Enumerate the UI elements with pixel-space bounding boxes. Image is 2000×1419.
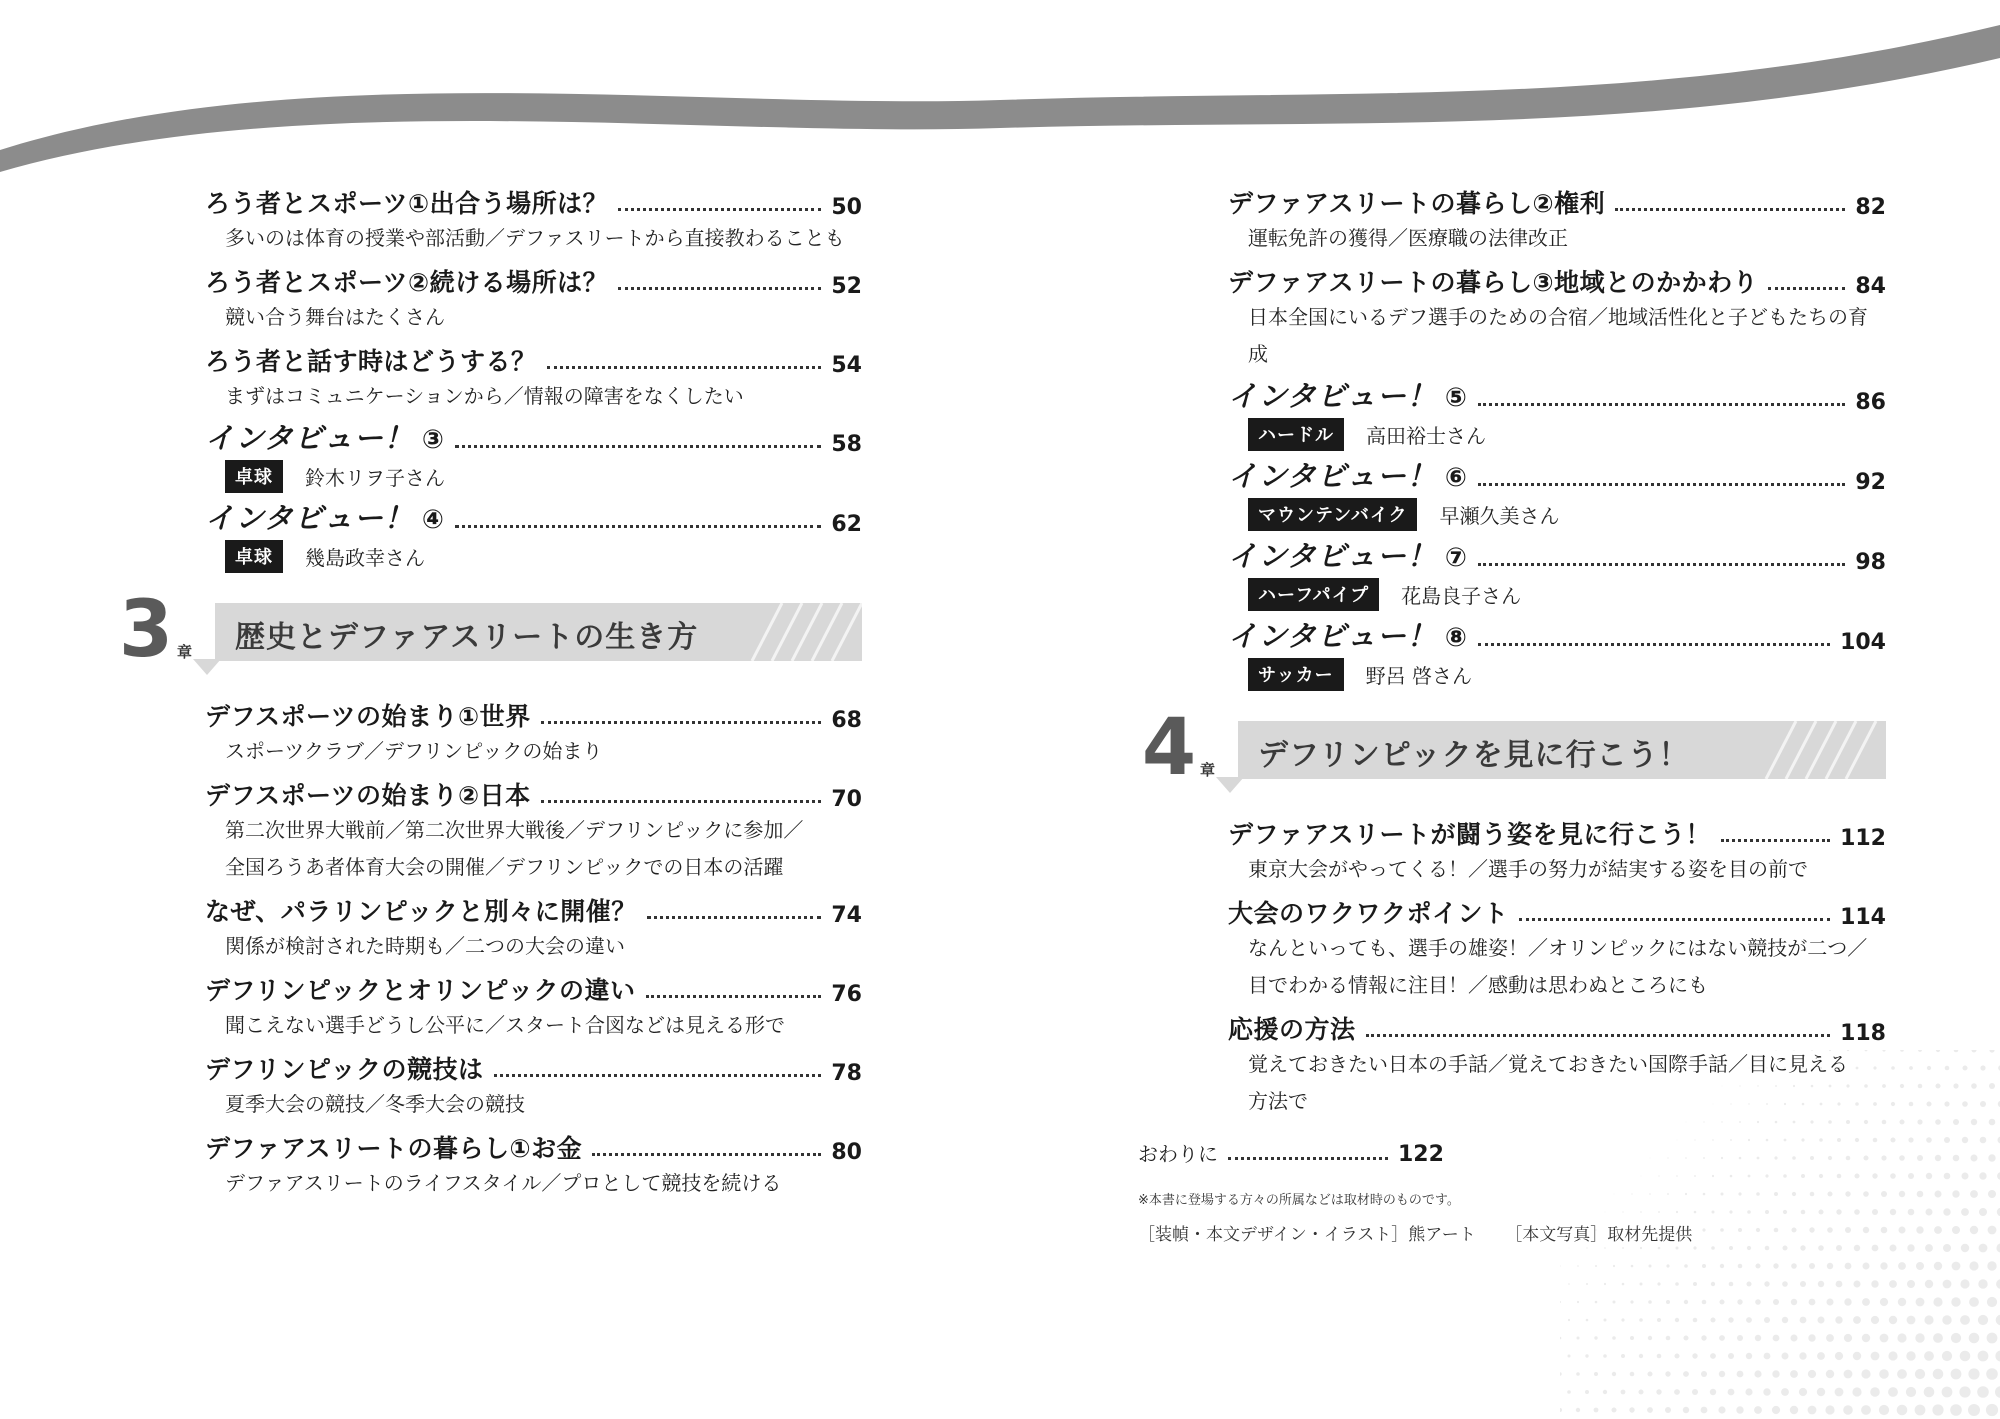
entry-title: デファアスリートの暮らし①お金: [205, 1134, 583, 1163]
athlete-row: [1248, 415, 1886, 453]
dot-leader: [647, 916, 822, 919]
sport-tag: サッカー: [1248, 658, 1344, 691]
athlete-row: [225, 457, 862, 495]
toc-entry[interactable]: [1228, 257, 1886, 373]
page-number: 122: [1398, 1142, 1444, 1167]
entry-subtitle: 東京大会がやってくる！／選手の努力が結実する姿を目の前で: [1248, 857, 1808, 881]
interview-number: ⑤: [1444, 383, 1468, 413]
sport-tag: ハードル: [1248, 418, 1344, 451]
chapter-number: 4: [1141, 703, 1197, 793]
dot-leader: [455, 525, 822, 528]
page-number: 80: [831, 1140, 862, 1165]
entry-subtitle: 聞こえない選手どうし公平に／スタート合図などは見える形で: [225, 1013, 785, 1037]
entry-title: デフスポーツの始まり②日本: [205, 781, 531, 810]
toc-entry[interactable]: [1228, 1004, 1886, 1120]
dot-leader: [1478, 563, 1846, 566]
athlete-name: 花島良子さん: [1401, 583, 1522, 608]
sport-tag: 卓球: [225, 460, 283, 493]
dot-leader: [455, 445, 822, 448]
dot-leader: [1366, 1034, 1831, 1037]
athlete-name: 高田裕士さん: [1366, 423, 1486, 448]
interview-number: ③: [421, 425, 445, 455]
toc-entry[interactable]: [205, 178, 862, 257]
page-number: 118: [1840, 1021, 1886, 1046]
athlete-row: [1248, 575, 1886, 613]
athlete-row: [1248, 655, 1886, 693]
page-number: 112: [1840, 826, 1886, 851]
entry-subtitle: 関係が検討された時期も／二つの大会の違い: [225, 934, 625, 958]
athlete-row: [225, 537, 862, 575]
entry-subtitle: なんといっても、選手の雄姿！／オリンピックにはない競技が二つ／: [1248, 936, 1868, 960]
sport-tag: ハーフパイプ: [1248, 578, 1379, 611]
page-number: 58: [831, 432, 862, 457]
entry-subtitle: 目でわかる情報に注目！／感動は思わぬところにも: [1248, 973, 1708, 997]
athlete-name: 野呂 啓さん: [1365, 663, 1472, 688]
entry-title: デファアスリートが闘う姿を見に行こう！: [1228, 820, 1712, 849]
toc-entry[interactable]: [205, 886, 862, 965]
dot-leader: [494, 1074, 822, 1077]
interview-entry[interactable]: [205, 495, 862, 575]
dot-leader: [646, 995, 822, 998]
page-number: 98: [1855, 550, 1886, 575]
sport-tag: マウンテンバイク: [1248, 498, 1417, 531]
footnote: ※本書に登場する方々の所属などは取材時のものです。: [1138, 1193, 1460, 1208]
entry-subtitle: 多いのは体育の授業や部活動／デファスリートから直接教わることも: [225, 226, 845, 250]
dot-leader: [618, 287, 821, 290]
entry-subtitle: デファアスリートのライフスタイル／プロとして競技を続ける: [225, 1171, 782, 1195]
dot-leader: [1478, 643, 1830, 646]
toc-entry[interactable]: [205, 1044, 862, 1123]
page-number: 84: [1855, 274, 1886, 299]
entry-title: なぜ、パラリンピックと別々に開催？: [205, 897, 637, 926]
page-number: 52: [831, 274, 862, 299]
dot-leader: [1478, 483, 1846, 486]
toc-entry[interactable]: [205, 770, 862, 886]
interview-number: ④: [421, 505, 445, 535]
sport-tag: 卓球: [225, 540, 283, 573]
toc-entry[interactable]: [205, 336, 862, 415]
interview-title: インタビュー！ ⑦: [1228, 539, 1468, 573]
interview-number: ⑧: [1444, 623, 1468, 653]
entry-subtitle: 全国ろうあ者体育大会の開催／デフリンピックでの日本の活躍: [225, 855, 784, 879]
interview-number: ⑦: [1444, 543, 1468, 573]
dot-leader: [541, 721, 822, 724]
decorative-stripes: [742, 603, 862, 661]
toc-left-column: [118, 178, 862, 1202]
page-number: 92: [1855, 470, 1886, 495]
entry-title: 応援の方法: [1228, 1015, 1356, 1044]
dot-leader: [1478, 403, 1846, 406]
athlete-row: [1248, 495, 1886, 533]
page-number: 62: [831, 512, 862, 537]
entry-subtitle: 運転免許の獲得／医療職の法律改正: [1248, 226, 1568, 250]
page-number: 82: [1855, 195, 1886, 220]
entry-title: ろう者と話す時はどうする？: [205, 347, 537, 376]
page-number: 54: [831, 353, 862, 378]
chapter-4-heading: [1138, 703, 1886, 793]
entry-title: デフリンピックの競技は: [205, 1055, 484, 1084]
athlete-name: 早瀬久美さん: [1439, 503, 1560, 528]
interview-entry[interactable]: [1228, 533, 1886, 613]
toc-entry[interactable]: [205, 1123, 862, 1202]
interview-entry[interactable]: [1228, 373, 1886, 453]
entry-subtitle: 覚えておきたい日本の手話／覚えておきたい国際手話／目に見える: [1248, 1052, 1848, 1076]
chapter-pointer: [193, 659, 221, 675]
dot-leader: [618, 208, 821, 211]
dot-leader: [1768, 287, 1845, 290]
toc-entry[interactable]: [205, 965, 862, 1044]
page-number: 76: [831, 982, 862, 1007]
toc-right-column: [1138, 178, 1886, 1245]
afterword-label: おわりに: [1138, 1142, 1218, 1166]
chapter-number: 3: [118, 585, 174, 675]
interview-entry[interactable]: [205, 415, 862, 495]
entry-title: デフリンピックとオリンピックの違い: [205, 976, 636, 1005]
entry-subtitle: まずはコミュニケーションから／情報の障害をなくしたい: [225, 384, 744, 408]
entry-subtitle: 日本全国にいるデフ選手のための合宿／地域活性化と子どもたちの育成: [1248, 305, 1868, 366]
entry-title: 大会のワクワクポイント: [1228, 899, 1509, 928]
page-number: 78: [831, 1061, 862, 1086]
entry-subtitle: スポーツクラブ／デフリンピックの始まり: [225, 739, 603, 763]
dot-leader: [592, 1153, 821, 1156]
page-number: 104: [1840, 630, 1886, 655]
interview-entry[interactable]: [1228, 453, 1886, 533]
dot-leader: [1228, 1157, 1388, 1160]
entry-title: デファアスリートの暮らし③地域とのかかわり: [1228, 268, 1759, 297]
chapter-3-heading: [115, 585, 862, 675]
page-number: 114: [1840, 905, 1886, 930]
chapter-label: 章: [1200, 761, 1216, 779]
toc-entry[interactable]: [1228, 809, 1886, 888]
toc-entry[interactable]: [1228, 888, 1886, 1004]
athlete-name: 鈴木リヲ子さん: [305, 465, 445, 490]
interview-number: ⑥: [1444, 463, 1468, 493]
entry-title: ろう者とスポーツ②続ける場所は？: [205, 268, 609, 297]
page-number: 50: [831, 195, 862, 220]
interview-title: インタビュー！ ④: [205, 501, 445, 535]
interview-title: インタビュー！ ③: [205, 421, 445, 455]
chapter-pointer: [1216, 777, 1244, 793]
athlete-name: 幾島政幸さん: [305, 545, 425, 570]
credit-photo: ［本文写真］取材先提供: [1505, 1225, 1693, 1245]
credit-design: ［装幀・本文デザイン・イラスト］熊アート: [1138, 1225, 1476, 1245]
dot-leader: [1519, 918, 1831, 921]
page-number: 70: [831, 787, 862, 812]
chapter-label: 章: [177, 643, 193, 661]
entry-subtitle: 夏季大会の競技／冬季大会の競技: [225, 1092, 525, 1116]
credits: [1138, 1220, 1886, 1245]
interview-title: インタビュー！ ⑧: [1228, 619, 1468, 653]
dot-leader: [1615, 208, 1845, 211]
chapter-title: 歴史とデファアスリートの生き方: [235, 620, 699, 655]
header-wave: [0, 0, 2000, 180]
page-number: 86: [1855, 390, 1886, 415]
toc-entry[interactable]: [205, 257, 862, 336]
interview-entry[interactable]: [1228, 613, 1886, 693]
dot-leader: [541, 800, 822, 803]
chapter-title: デフリンピックを見に行こう！: [1258, 738, 1690, 773]
dot-leader: [1721, 839, 1830, 842]
page-number: 68: [831, 708, 862, 733]
page-number: 74: [831, 903, 862, 928]
decorative-stripes: [1746, 721, 1886, 779]
entry-title: デフスポーツの始まり①世界: [205, 702, 531, 731]
dot-leader: [547, 366, 822, 369]
entry-subtitle: 第二次世界大戦前／第二次世界大戦後／デフリンピックに参加／: [225, 818, 804, 842]
entry-subtitle: 競い合う舞台はたくさん: [225, 305, 445, 329]
toc-entry[interactable]: [1228, 178, 1886, 257]
entry-title: ろう者とスポーツ①出合う場所は？: [205, 189, 609, 218]
interview-title: インタビュー！ ⑥: [1228, 459, 1468, 493]
entry-subtitle: 方法で: [1248, 1089, 1308, 1113]
toc-entry[interactable]: [205, 691, 862, 770]
afterword-entry[interactable]: [1138, 1138, 1638, 1167]
interview-title: インタビュー！ ⑤: [1228, 379, 1468, 413]
entry-title: デファアスリートの暮らし②権利: [1228, 189, 1606, 218]
